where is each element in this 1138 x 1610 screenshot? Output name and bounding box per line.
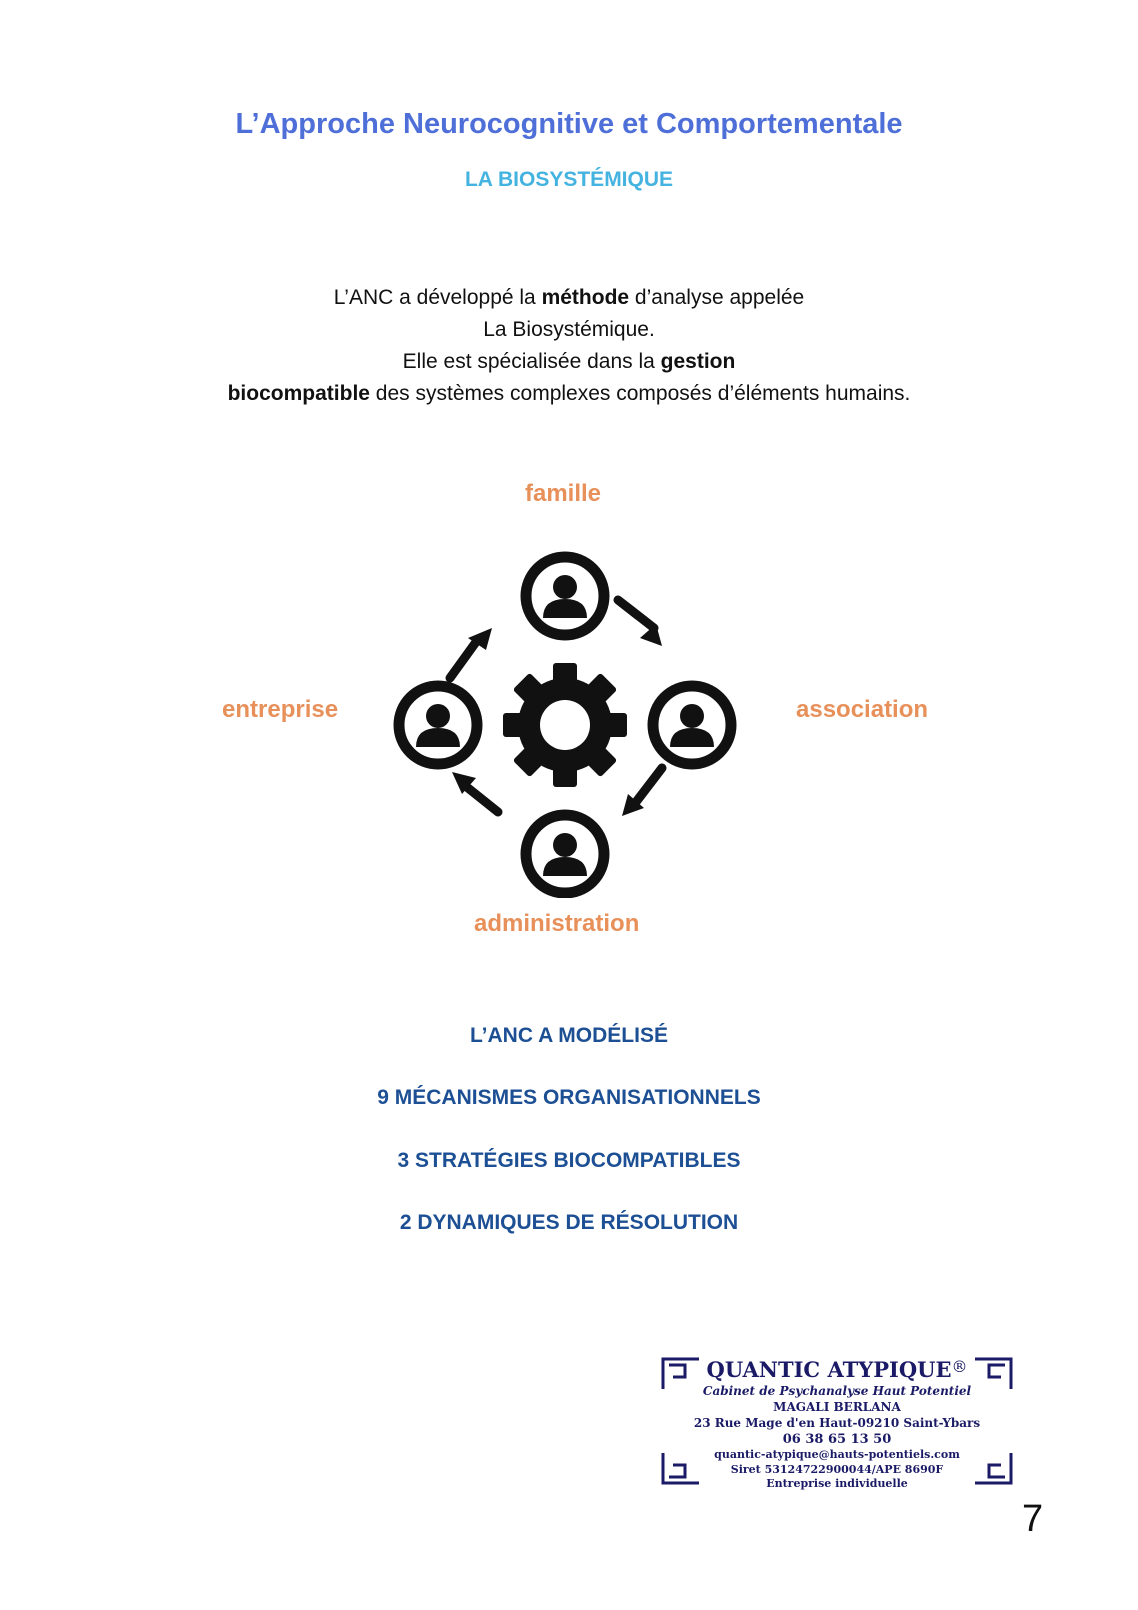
stamp-name-line [659,1357,1015,1382]
stamp-line: 06 38 65 13 50 [782,1432,892,1447]
arrow-icon-right-bottom [622,768,662,816]
person-icon-bottom [526,815,604,893]
stamp-registered-mark: ® [951,1357,968,1376]
summary-line-3: 3 STRATÉGIES BIOCOMPATIBLES [397,1149,741,1172]
stamp-company-name: QUANTIC ATYPIQUE [706,1357,952,1382]
arrow-icon-bottom-left [452,772,498,812]
label-administration: administration [474,910,640,937]
label-famille: famille [525,480,602,507]
intro-text: d’analyse appelée [629,286,805,309]
stamp-line: 23 Rue Mage d'en Haut-09210 Saint-Ybars [693,1416,981,1430]
intro-bold-biocompatible: biocompatible [227,382,370,405]
intro-bold-methode: méthode [541,286,630,309]
intro-paragraph [0,282,1138,410]
summary-line-1: L’ANC A MODÉLISÉ [470,1024,668,1047]
person-icon-right [653,686,731,764]
company-stamp [659,1355,1015,1490]
person-icon-left [399,686,477,764]
person-icon-top [526,557,604,635]
stamp-line: quantic-atypique@hauts-potentiels.com [714,1448,960,1461]
label-association: association [796,696,929,723]
gear-icon [503,663,627,787]
network-cycle-diagram [390,548,740,898]
arrow-icon-left-top [450,628,492,678]
intro-text: La Biosystémique. [483,318,655,341]
page-subtitle: LA BIOSYSTÉMIQUE [464,168,674,191]
intro-text: des systèmes complexes composés d’éléments humains. [369,382,911,405]
stamp-line: Cabinet de Psychanalyse Haut Potentiel [702,1384,972,1398]
arrow-icon-top-right [618,600,662,646]
intro-bold-gestion: gestion [660,350,736,373]
summary-line-4: 2 DYNAMIQUES DE RÉSOLUTION [399,1211,739,1234]
intro-text: Elle est spécialisée dans la [402,350,661,373]
stamp-line: Siret 53124722900044/APE 8690F [730,1463,944,1476]
stamp-line: Entreprise individuelle [766,1477,908,1490]
summary-line-2: 9 MÉCANISMES ORGANISATIONNELS [377,1086,761,1109]
intro-text: L’ANC a développé la [333,286,542,309]
stamp-line: MAGALI BERLANA [773,1400,901,1414]
page-title: L’Approche Neurocognitive et Comportementale [235,108,903,140]
label-entreprise: entreprise [222,696,339,723]
page-number: 7 [1022,1498,1044,1540]
